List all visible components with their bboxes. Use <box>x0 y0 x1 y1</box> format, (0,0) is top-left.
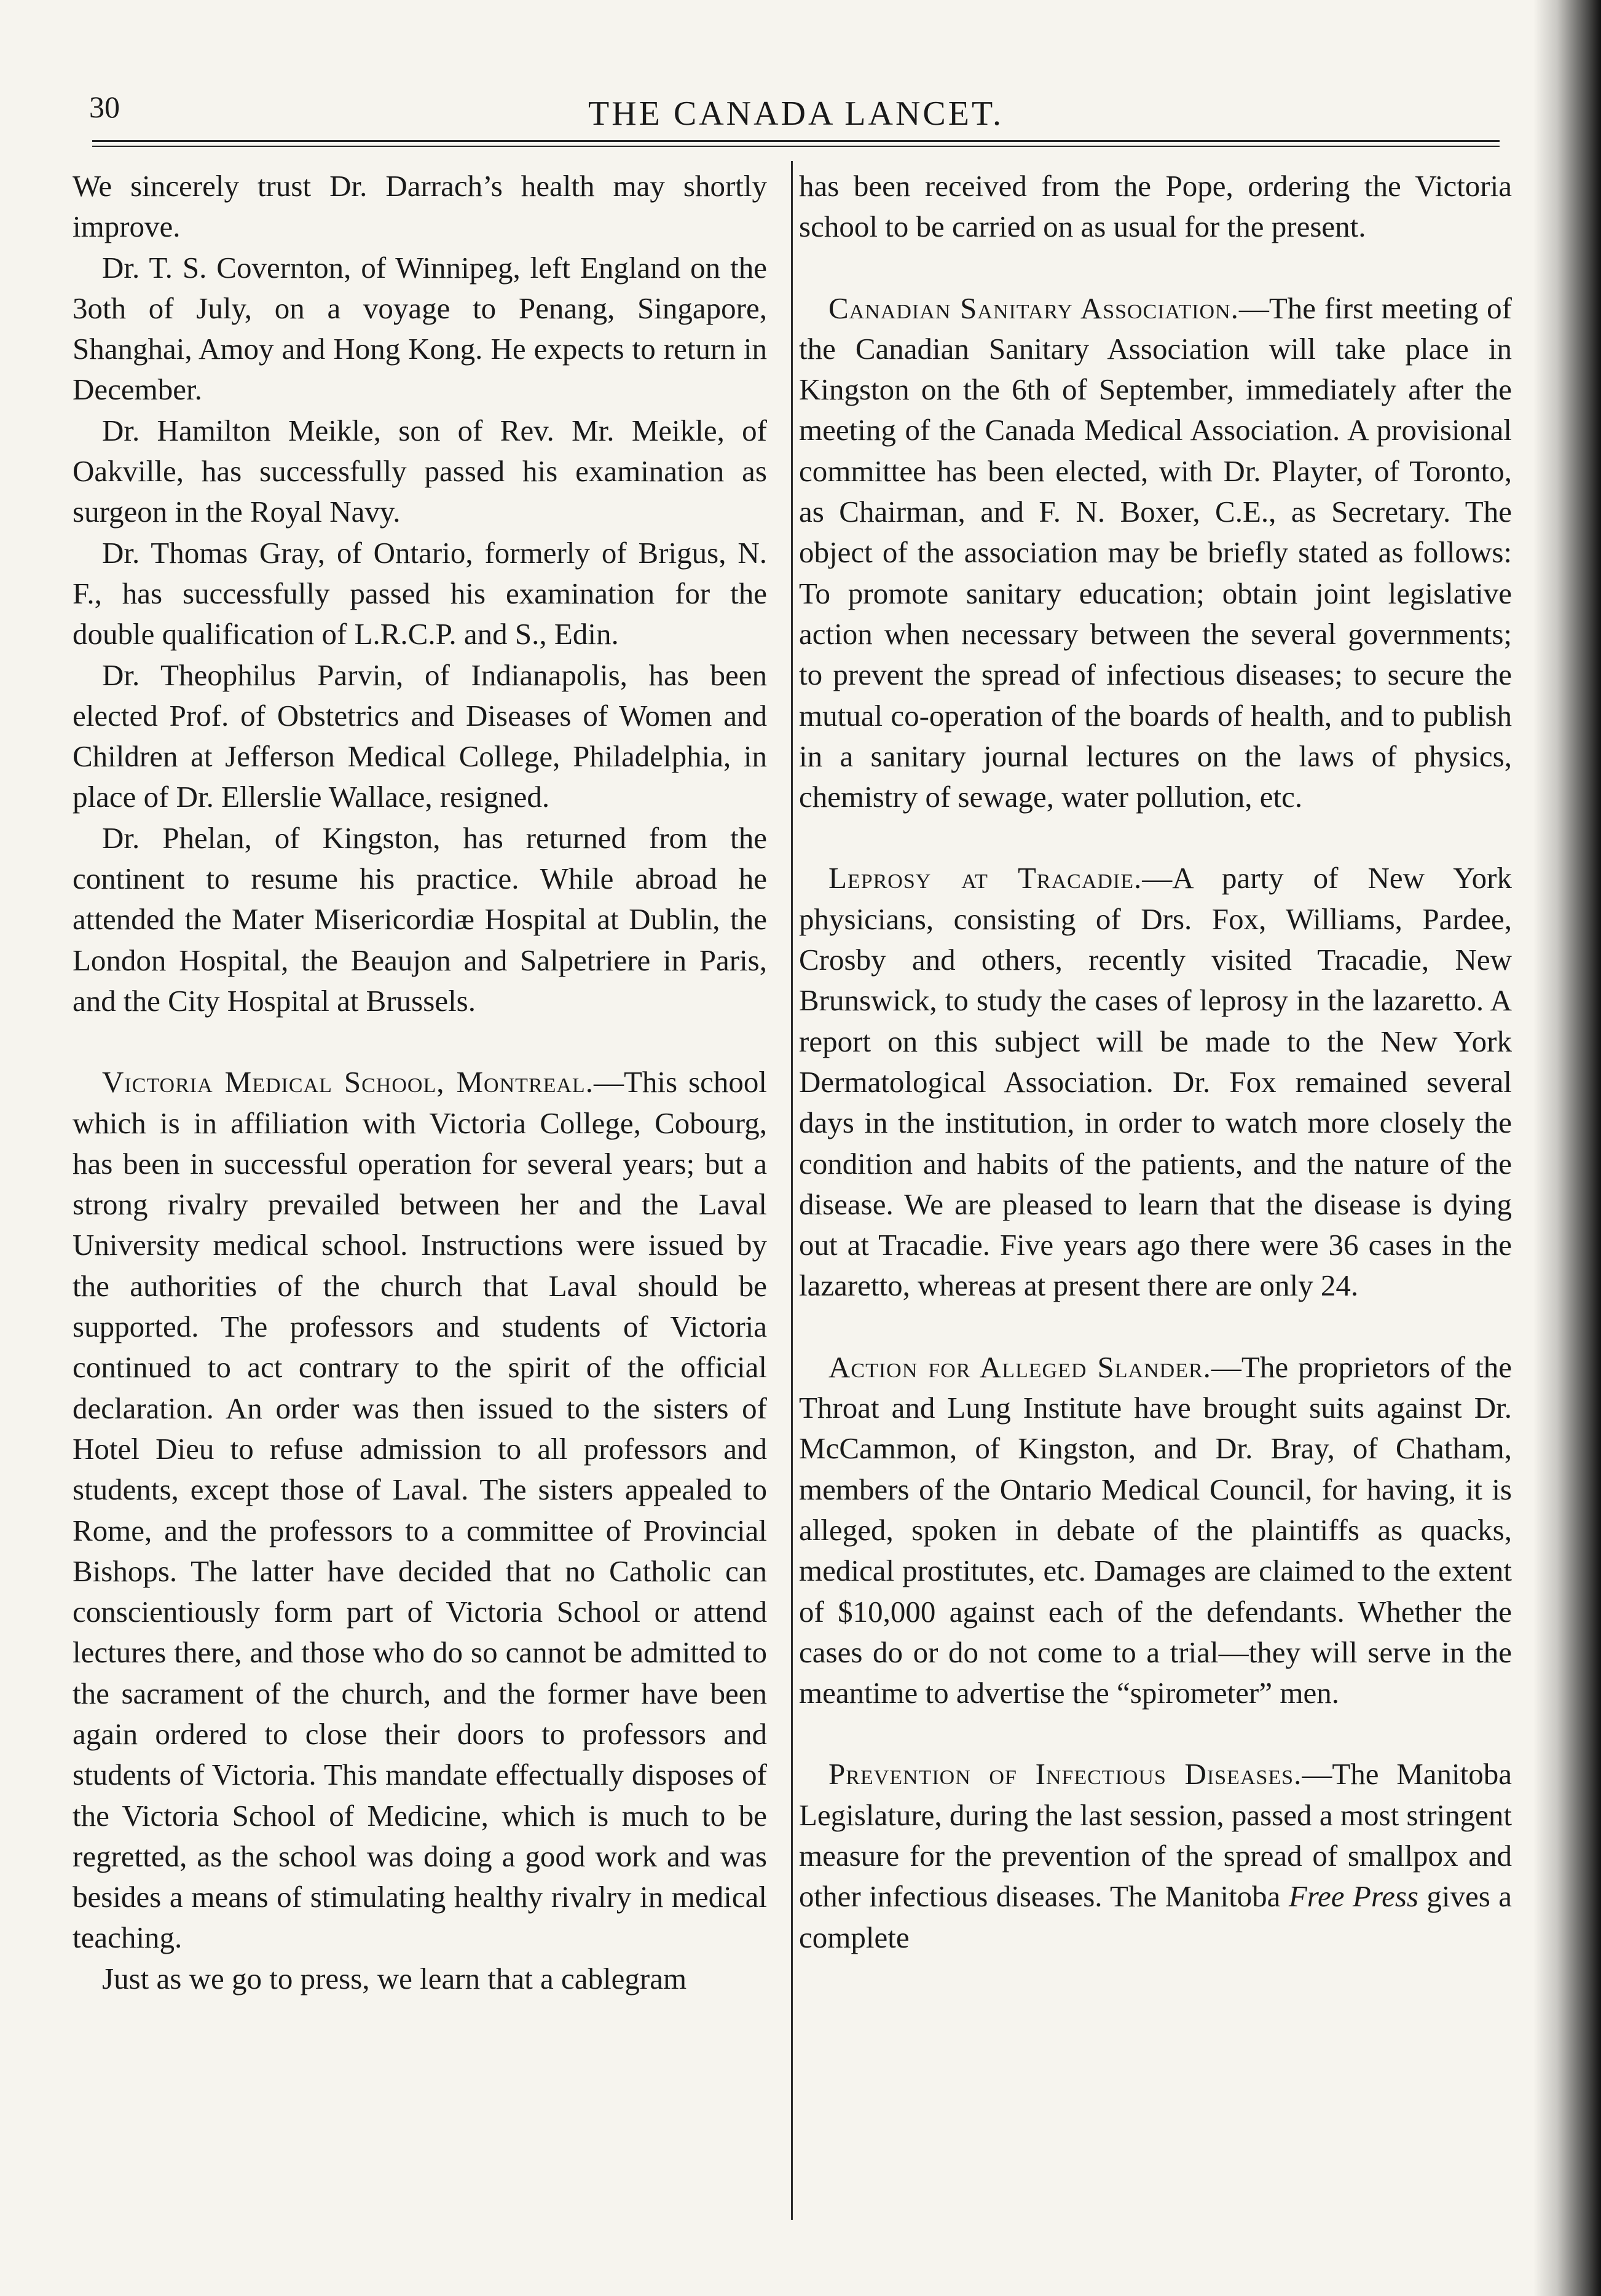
section-heading: Prevention of Infectious Diseases. <box>828 1757 1302 1791</box>
paragraph: Dr. Theophilus Parvin, of Indianapolis, has been elected Prof. of Obstetrics and Diseases of Women and Children at Jefferson Medical College, Philadelphia, in place of Dr. Ellerslie Wallace, resigned. <box>73 658 767 814</box>
article-leprosy <box>799 858 1512 1306</box>
running-title: THE CANADA LANCET. <box>588 95 1004 133</box>
article-body-tail: gives a complete <box>799 1879 1512 1954</box>
column-divider <box>791 161 793 2220</box>
paragraph: Just as we go to press, we learn that a cablegram <box>102 1961 687 1995</box>
section-heading: Leprosy at Tracadie. <box>828 861 1143 895</box>
right-column <box>799 166 1512 1958</box>
article-body: —This school which is in affiliation with Victoria College, Cobourg, has been in successful operation for several years; but a strong rivalry prevailed between her and the Laval University medical school. Instructions were issued by the authorities of the church that Laval should be supported. The professors and students of Victoria continued to act contrary to the spirit of the official declaration. An order was then issued to the sisters of Hotel Dieu to refuse admission to all professors and students, except those of Laval. The sisters appealed to Rome, and the professors to a committee of Provincial Bishops. The latter have decided that no Catholic can conscientiously form part of Victoria School or attend lectures there, and those who do so cannot be admitted to the sacrament of the church, and the former have been again ordered to close their doors to professors and students of Victoria. This mandate effectually disposes of the Victoria School of Medicine, which is much to be regretted, as the school was doing a good work and was besides a means of stimulating healthy rivalry in medical teaching. <box>73 1065 768 1955</box>
section-heading: Victoria Medical School, Montreal. <box>102 1065 594 1099</box>
newspaper-name: Free Press <box>1288 1879 1418 1914</box>
paragraph: Dr. Thomas Gray, of Ontario, formerly of Brigus, N. F., has successfully passed his examination for the double qualification of L.R.C.P. and S., Edin. <box>73 535 767 651</box>
article-body: —The Manitoba Legislature, during the last session, passed a most stringent measure for the prevention of the spread of smallpox and other infectious diseases. The Manitoba <box>799 1757 1512 1914</box>
article-body: —A party of New York physicians, consisting of Drs. Fox, Williams, Pardee, Crosby and others, recently visited Tracadie, New Brunswick, to study the cases of leprosy in the lazaretto. A report on this subject will be made to the New York Dermatological Association. Dr. Fox remained several days in the institution, in order to watch more closely the condition and habits of the patients, and the nature of the disease. We are pleased to learn that the disease is dying out at Tracadie. Five years ago there were 36 cases in the lazaretto, whereas at present there are only 24. <box>799 861 1512 1303</box>
paragraph: Dr. T. S. Covernton, of Winnipeg, left England on the 3oth of July, on a voyage to Penang, Singapore, Shanghai, Amoy and Hong Kong. He expects to return in December. <box>73 250 767 407</box>
header-rule-secondary <box>92 146 1500 147</box>
header-rule <box>92 140 1500 142</box>
left-column <box>73 166 767 1999</box>
section-heading: Canadian Sanitary Association. <box>828 291 1239 325</box>
page-header <box>89 89 1503 138</box>
paragraph: We sincerely trust Dr. Darrach’s health may shortly improve. <box>73 169 767 244</box>
page-edge-shadow <box>1533 0 1601 2296</box>
article-body: —The first meeting of the Canadian Sanitary Association will take place in Kingston on the 6th of September, immediately after the meeting of the Canada Medical Association. A provisional committee has been elected, with Dr. Playter, of Toronto, as Chairman, and F. N. Boxer, C.E., as Secretary. The object of the association may be briefly stated as follows: To promote sanitary education; obtain joint legislative action when necessary between the several governments; to prevent the spread of infectious diseases; to secure the mutual co-operation of the boards of health, and to publish in a sanitary journal lectures on the laws of physics, chemistry of sewage, water pollution, etc. <box>799 291 1512 814</box>
article-victoria <box>73 1062 767 1959</box>
paragraph: has been received from the Pope, ordering the Victoria school to be carried on as usual for the present. <box>799 169 1512 244</box>
paragraph: Dr. Hamilton Meikle, son of Rev. Mr. Meikle, of Oakville, has successfully passed his examination as surgeon in the Royal Navy. <box>73 413 767 529</box>
section-heading: Action for Alleged Slander. <box>828 1350 1211 1384</box>
article-sanitary <box>799 288 1512 818</box>
page-number: 30 <box>89 90 120 124</box>
article-slander <box>799 1347 1512 1714</box>
paragraph: Dr. Phelan, of Kingston, has returned from the continent to resume his practice. While abroad he attended the Mater Misericordiæ Hospital at Dublin, the London Hospital, the Beaujon and Salpetriere in Paris, and the City Hospital at Brussels. <box>73 820 767 1018</box>
article-prevention <box>799 1754 1512 1957</box>
article-body: —The proprietors of the Throat and Lung Institute have brought suits against Dr. McCammon, of Kingston, and Dr. Bray, of Chatham, members of the Ontario Medical Council, for having, it is alleged, spoken in debate of the plaintiffs as quacks, medical prostitutes, etc. Damages are claimed to the extent of $10,000 against each of the defendants. Whether the cases do or do not come to a trial—they will serve in the meantime to advertise the “spirometer” men. <box>799 1350 1512 1710</box>
